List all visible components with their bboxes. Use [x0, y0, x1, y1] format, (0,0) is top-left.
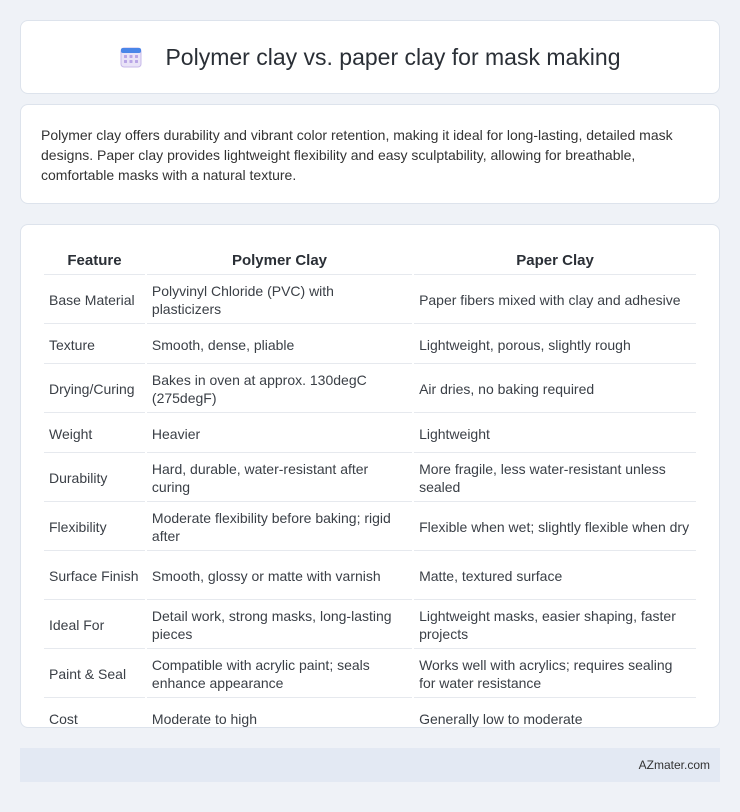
feature-cell: Weight [44, 415, 145, 453]
feature-cell: Paint & Seal [44, 651, 145, 698]
polymer-cell: Detail work, strong masks, long-lasting pieces [147, 602, 412, 649]
paper-cell: Flexible when wet; slightly flexible when dry [414, 504, 696, 551]
polymer-cell: Bakes in oven at approx. 130degC (275degF) [147, 366, 412, 413]
feature-cell: Texture [44, 326, 145, 364]
paper-cell: Lightweight, porous, slightly rough [414, 326, 696, 364]
polymer-cell: Heavier [147, 415, 412, 453]
feature-cell: Ideal For [44, 602, 145, 649]
paper-cell: Works well with acrylics; requires sealing for water resistance [414, 651, 696, 698]
footer [20, 748, 720, 782]
polymer-cell: Smooth, dense, pliable [147, 326, 412, 364]
polymer-cell: Hard, durable, water-resistant after curing [147, 455, 412, 502]
header-feature: Feature [44, 247, 145, 275]
paper-cell: Generally low to moderate [419, 711, 583, 727]
paper-cell: More fragile, less water-resistant unless sealed [414, 455, 696, 502]
polymer-cell: Compatible with acrylic paint; seals enhance appearance [147, 651, 412, 698]
header-polymer-clay: Polymer Clay [147, 247, 412, 275]
paper-cell: Paper fibers mixed with clay and adhesive [414, 277, 696, 324]
table-row [44, 415, 696, 453]
feature-cell: Flexibility [44, 504, 145, 551]
calendar-icon [119, 45, 143, 69]
feature-cell: Cost [49, 711, 78, 727]
paper-cell: Matte, textured surface [414, 553, 696, 600]
feature-cell: Surface Finish [44, 553, 145, 600]
header-paper-clay: Paper Clay [414, 247, 696, 275]
table-row [44, 455, 696, 502]
comparison-table [42, 245, 698, 740]
polymer-cell: Moderate to high [151, 711, 257, 727]
table-row [44, 504, 696, 551]
polymer-cell: Polyvinyl Chloride (PVC) with plasticizers [147, 277, 412, 324]
feature-cell: Durability [44, 455, 145, 502]
table-header-row [44, 247, 696, 275]
table-row [44, 366, 696, 413]
table-row [44, 651, 696, 698]
feature-cell: Base Material [44, 277, 145, 324]
polymer-cell: Moderate flexibility before baking; rigid after [147, 504, 412, 551]
title-card [20, 20, 720, 94]
paper-cell: Lightweight [414, 415, 696, 453]
footer-brand[interactable]: AZmater.com [638, 758, 710, 772]
table-row [44, 553, 696, 600]
intro-card [20, 104, 720, 204]
intro-text: Polymer clay offers durability and vibrant color retention, making it ideal for long-lasting, detailed mask designs. Paper clay provides lightweight flexibility and easy sculptability, allowing for breathable, comfortable masks with a natural texture. [41, 127, 673, 183]
table-row [44, 602, 696, 649]
table-row [44, 277, 696, 324]
page-title: Polymer clay vs. paper clay for mask making [165, 43, 621, 70]
table-row [44, 700, 696, 738]
paper-cell: Lightweight masks, easier shaping, faster projects [414, 602, 696, 649]
comparison-table-card [20, 224, 720, 728]
polymer-cell: Smooth, glossy or matte with varnish [147, 553, 412, 600]
table-row [44, 326, 696, 364]
paper-cell: Air dries, no baking required [414, 366, 696, 413]
feature-cell: Drying/Curing [44, 366, 145, 413]
